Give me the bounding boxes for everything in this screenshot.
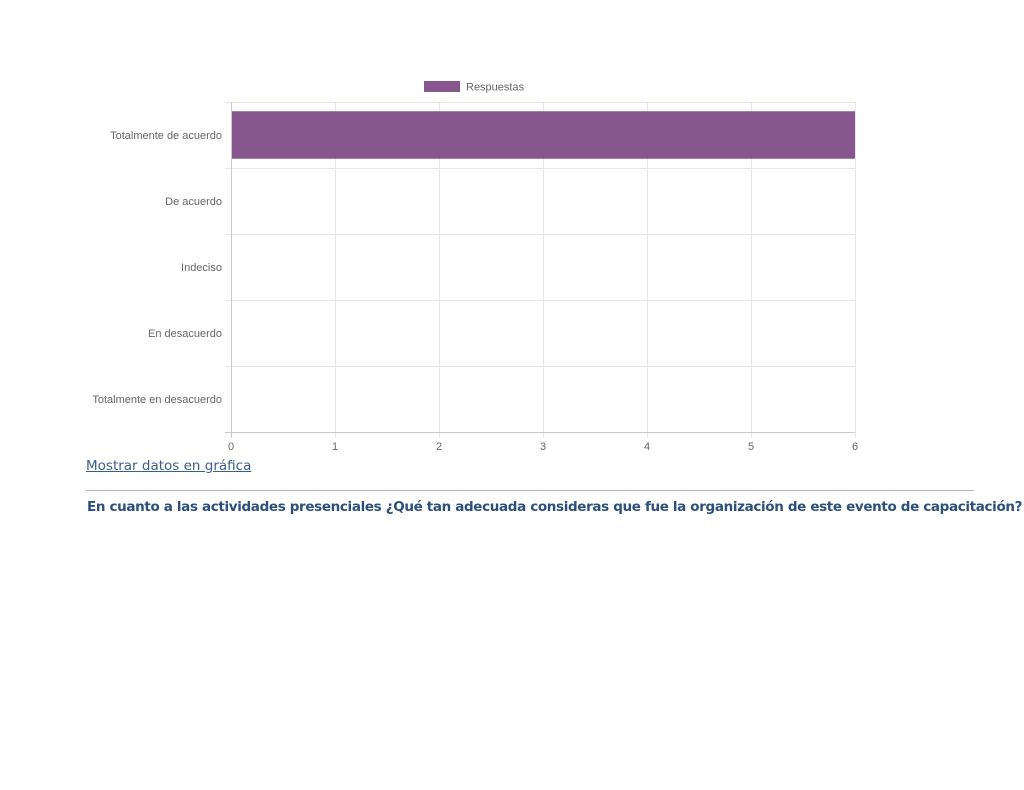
y-tick-label: Indeciso bbox=[181, 262, 222, 274]
x-tick-label: 5 bbox=[747, 441, 755, 453]
x-tick-label: 3 bbox=[539, 441, 547, 453]
question-title: En cuanto a las actividades presenciales ¿Qué tan adecuada consideras que fue la organización de este evento de capacitación? bbox=[87, 499, 1023, 515]
x-tick-label: 2 bbox=[435, 441, 443, 453]
legend-label: Respuestas bbox=[466, 81, 525, 94]
show-chart-data-link[interactable]: Mostrar datos en gráfica bbox=[86, 458, 252, 474]
chart-bars bbox=[232, 111, 855, 159]
x-tick-label: 0 bbox=[227, 441, 235, 453]
bar bbox=[232, 111, 855, 159]
y-tick-label: Totalmente de acuerdo bbox=[110, 130, 222, 142]
y-tick-label: Totalmente en desacuerdo bbox=[92, 394, 222, 406]
section-divider bbox=[86, 490, 974, 491]
x-tick-label: 4 bbox=[643, 441, 651, 453]
legend-swatch bbox=[424, 81, 460, 92]
chart-legend[interactable] bbox=[424, 81, 525, 94]
y-tick-label: De acuerdo bbox=[165, 196, 222, 208]
y-tick-label: En desacuerdo bbox=[148, 328, 222, 340]
x-tick-label: 6 bbox=[851, 441, 859, 453]
x-tick-label: 1 bbox=[331, 441, 339, 453]
